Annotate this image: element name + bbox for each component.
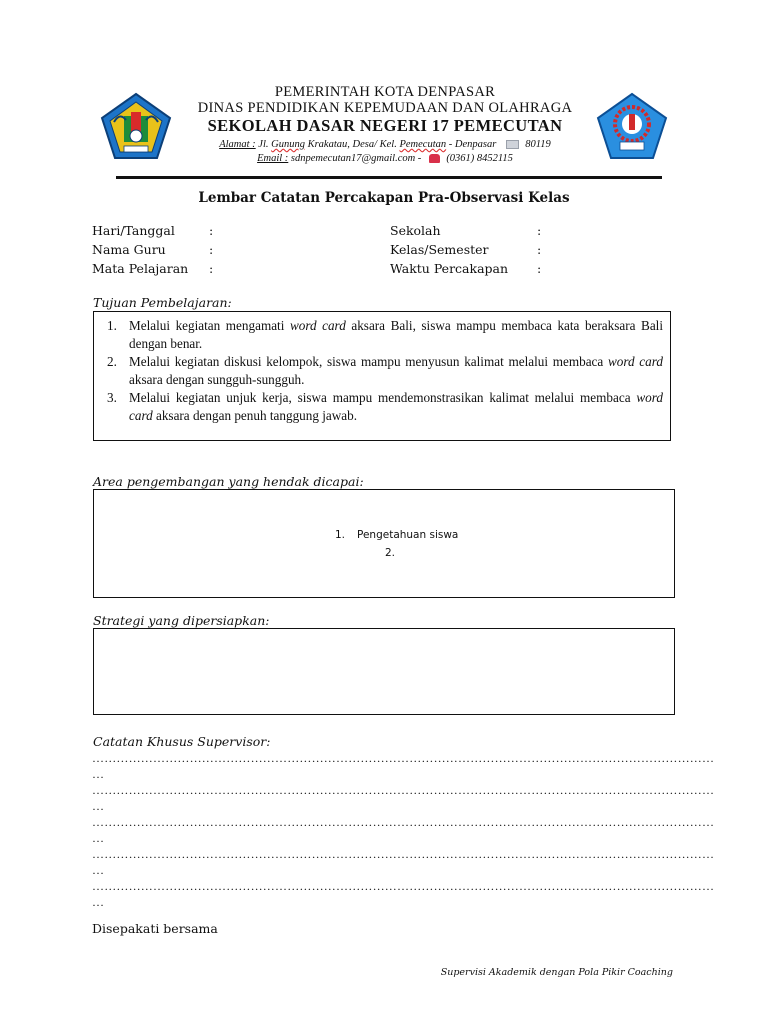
postal-code: 80119 bbox=[525, 139, 551, 150]
field-colon: : bbox=[209, 261, 214, 276]
note-line-5[interactable]: ……………………………………………………………………………………………………………………………………… bbox=[92, 879, 715, 893]
goals-list bbox=[107, 317, 663, 425]
area-item-1-text: Pengetahuan siswa bbox=[357, 529, 459, 541]
address-pemecutan: Pemecutan bbox=[399, 139, 447, 150]
form-title: Lembar Catatan Percakapan Pra-Observasi Kelas bbox=[198, 190, 570, 206]
address-gunung: Gunung bbox=[271, 139, 305, 150]
area-item-2-number: 2. bbox=[385, 547, 396, 559]
area-item-1-number: 1. bbox=[335, 529, 346, 541]
notes-label: Catatan Khusus Supervisor: bbox=[93, 734, 271, 749]
note-line-3-end: … bbox=[92, 831, 105, 845]
address-city: - Denpasar bbox=[446, 139, 497, 150]
phone-number: (0361) 8452115 bbox=[446, 153, 513, 164]
department-name: DINAS PENDIDIKAN KEPEMUDAAN DAN OLAHRAGA bbox=[197, 100, 573, 116]
field-colon: : bbox=[537, 242, 542, 257]
area-box[interactable] bbox=[93, 489, 675, 598]
field-colon: : bbox=[209, 242, 214, 257]
field-colon: : bbox=[537, 223, 542, 238]
field-label-nama-guru: Nama Guru bbox=[92, 242, 166, 257]
goal-text: Melalui kegiatan mengamati word card aksara Bali, siswa mampu membaca kata beraksara Bali dengan benar. bbox=[129, 318, 664, 351]
note-line-2-end: … bbox=[92, 799, 105, 813]
note-line-2[interactable]: ……………………………………………………………………………………………………………………………………… bbox=[92, 783, 715, 797]
strategy-label: Strategi yang dipersiapkan: bbox=[93, 613, 270, 628]
note-line-4-end: … bbox=[92, 863, 105, 877]
note-line-1[interactable]: ……………………………………………………………………………………………………………………………………… bbox=[92, 751, 715, 765]
page-footer: Supervisi Akademik dengan Pola Pikir Coaching bbox=[440, 967, 673, 978]
goals-label: Tujuan Pembelajaran: bbox=[93, 295, 232, 310]
list-item bbox=[107, 389, 663, 424]
email-address: sdnpemecutan17@gmail.com - bbox=[288, 153, 422, 164]
government-name: PEMERINTAH KOTA DENPASAR bbox=[274, 84, 496, 100]
strategy-box[interactable] bbox=[93, 628, 675, 715]
note-line-5-end: … bbox=[92, 895, 105, 909]
goal-number: 3. bbox=[107, 390, 117, 405]
field-label-hari-tanggal: Hari/Tanggal bbox=[92, 223, 175, 238]
address-street: Jl. bbox=[255, 139, 272, 150]
goal-number: 2. bbox=[107, 354, 117, 369]
school-crest-logo bbox=[596, 92, 668, 160]
field-label-waktu-percakapan: Waktu Percakapan bbox=[390, 261, 509, 276]
note-line-4[interactable]: ……………………………………………………………………………………………………………………………………… bbox=[92, 847, 715, 861]
envelope-icon bbox=[506, 140, 519, 149]
goal-text: Melalui kegiatan unjuk kerja, siswa mampu mendemonstrasikan kalimat melalui membaca word card aksara dengan penuh tanggung jawab. bbox=[129, 390, 663, 423]
telephone-icon bbox=[429, 154, 440, 163]
denpasar-crest-logo bbox=[100, 92, 172, 160]
goal-number: 1. bbox=[107, 318, 117, 333]
email-label: Email : bbox=[257, 153, 289, 164]
agreement-text: Disepakati bersama bbox=[92, 921, 218, 936]
field-label-mata-pelajaran: Mata Pelajaran bbox=[92, 261, 189, 276]
header-divider bbox=[116, 176, 662, 179]
field-colon: : bbox=[537, 261, 542, 276]
school-address bbox=[170, 139, 600, 150]
goal-text: Melalui kegiatan diskusi kelompok, siswa mampu menyusun kalimat melalui membaca word card aksara dengan sungguh-sungguh. bbox=[129, 354, 663, 387]
field-label-sekolah: Sekolah bbox=[390, 223, 441, 238]
note-line-1-end: … bbox=[92, 767, 105, 781]
school-contact bbox=[170, 153, 600, 164]
note-line-3[interactable]: ……………………………………………………………………………………………………………………………………… bbox=[92, 815, 715, 829]
address-label: Alamat : bbox=[219, 139, 256, 150]
school-name: SEKOLAH DASAR NEGERI 17 PEMECUTAN bbox=[207, 116, 563, 135]
area-label: Area pengembangan yang hendak dicapai: bbox=[93, 474, 364, 489]
address-mid: Krakatau, Desa/ Kel. bbox=[304, 139, 400, 150]
field-colon: : bbox=[209, 223, 214, 238]
list-item bbox=[107, 353, 663, 388]
field-label-kelas-semester: Kelas/Semester bbox=[390, 242, 489, 257]
list-item bbox=[107, 317, 663, 352]
